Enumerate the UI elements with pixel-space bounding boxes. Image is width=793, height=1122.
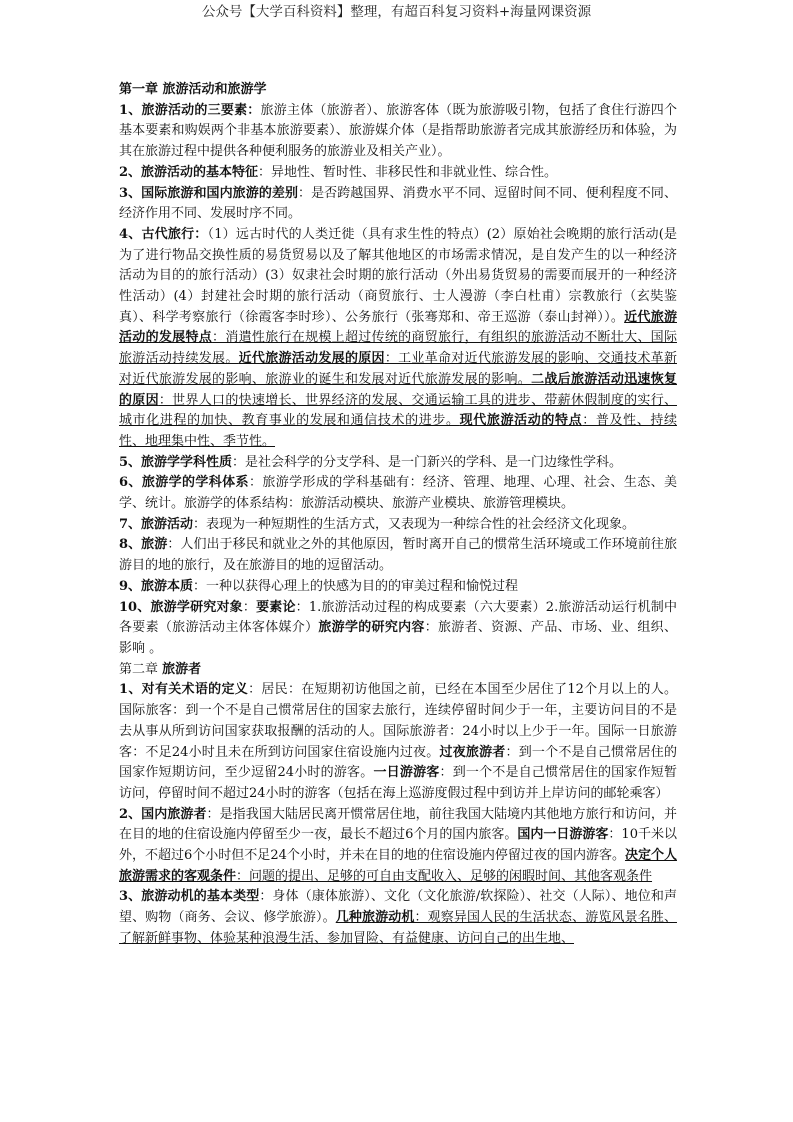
paragraph-1-8: 8、旅游：人们出于移民和就业之外的其他原因，暂时离开自己的惯常生活环境或工作环境前往旅游目的地的旅行，及在旅游目的地的逗留活动。 [119,537,677,574]
paragraph-1-1: 1、旅游活动的三要素：旅游主体（旅游者）、旅游客体（既为旅游吸引物，包括了食住行游四个基本要素和购娱两个非基本旅游要素）、旅游媒介体（是指帮助旅游者完成其旅游经历和体验，为其在旅游过程中提供各种便利服务的旅游业及相关产业）。 [119,102,677,160]
paragraph-1-7: 7、旅游活动：表现为一种短期性的生活方式，又表现为一种综合性的社会经济文化现象。 [119,516,636,532]
paragraph-2-3: 3、旅游动机的基本类型：身体（康体旅游）、文化（文化旅游/软探险）、社交（人际）、地位和声望、购物（商务、会议、修学旅游）。几种旅游动机：观察异国人民的生活状态、游览风景名胜、了解新鲜事物、体验某种浪漫生活、参加冒险、有益健康、访问自己的出生地、 [119,889,677,946]
paragraph-2-2: 2、国内旅游者：是指我国大陆居民离开惯常居住地，前往我国大陆境内其他地方旅行和访问，并在目的地的住宿设施内停留至少一夜，最长不超过6个月的国内旅客。国内一日游游客：10千米以外，不超过6个小时但不足24个小时，并未在目的地的住宿设施内停留过夜的国内游客。决定个人旅游需求的客观条件：问题的提出、足够的可自由支配收入、足够的闲暇时间、其他客观条件 [119,806,677,884]
paragraph-2-1: 1、对有关术语的定义：居民：在短期初访他国之前，已经在本国至少居住了12个月以上的人。国际旅客：到一个不是自己惯常居住的国家去旅行，连续停留时间少于一年，主要访问目的不是去从事从所到访问国家获取报酬的活动的人。国际旅游者：24小时以上少于一年。国际一日旅游客：不足24小时且未在所到访问国家住宿设施内过夜。过夜旅游者：到一个不是自己惯常居住的国家作短期访问，至少逗留24小时的游客。一日游游客：到一个不是自己惯常居住的国家作短暂访问，停留时间不超过24小时的游客（包括在海上巡游度假过程中到访并上岸访问的邮轮乘客） [119,682,678,801]
page-header: 公众号【大学百科资料】整理，有超百科复习资料+海量网课资源 [201,4,592,20]
underlined-section: 决定个人旅游需求的客观条件：问题的提出、足够的可自由支配收入、足够的闲暇时间、其他客观条件 [119,848,677,884]
underlined-section: 几种旅游动机：观察异国人民的生活状态、游览风景名胜、了解新鲜事物、体验某种浪漫生活、参加冒险、有益健康、访问自己的出生地、 [119,910,677,946]
paragraph-1-3: 3、国际旅游和国内旅游的差别：是否跨越国界、消费水平不同、逗留时间不同、便利程度不同、经济作用不同、发展时序不同。 [119,185,677,222]
paragraph-1-4: 4、古代旅行：（1）远古时代的人类迁徙（具有求生性的特点）(2）原始社会晚期的旅行活动(是为了进行物品交换性质的易货贸易以及了解其他地区的市场需求情况，是自发产生的以一种经济活动为目的的旅行活动）(3）奴隶社会时期的旅行活动（外出易货贸易的需要而展开的一种经济性活动）(4）封建社会时期的旅行活动（商贸旅行、士人漫游（李白杜甫）宗教旅行（玄奘鉴真）、科学考察旅行（徐霞客李时珍）、公务旅行（张骞郑和、帝王巡游（泰山封禅））。近代旅游活动的发展特点：消遣性旅行在规模上超过传统的商贸旅行，有组织的旅游活动不断壮大、国际旅游活动持续发展。近代旅游活动发展的原因：工业革命对近代旅游发展的影响、交通技术革新对近代旅游发展的影响、旅游业的诞生和发展对近代旅游发展的影响。二战后旅游活动迅速恢复的原因：世界人口的快速增长、世界经济的发展、交通运输工具的进步、带薪休假制度的实行、城市化进程的加快、教育事业的发展和通信技术的进步。现代旅游活动的特点：普及性、持续性、地理集中性、季节性。 [119,226,678,449]
chapter-2-title: 第二章 旅游者 [119,661,202,677]
paragraph-1-2: 2、旅游活动的基本特征：异地性、暂时性、非移民性和非就业性、综合性。 [119,164,558,180]
document-body [119,80,677,950]
chapter-1-title: 第一章 旅游活动和旅游学 [119,82,267,97]
paragraph-1-6: 6、旅游学的学科体系：旅游学形成的学科基础有：经济、管理、地理、心理、社会、生态、美学、统计。旅游学的体系结构：旅游活动模块、旅游产业模块、旅游管理模块。 [119,475,677,512]
paragraph-1-9: 9、旅游本质：一种以获得心理上的快感为目的的审美过程和愉悦过程 [119,578,519,594]
underlined-section: 近代旅游活动的发展特点：消遣性旅行在规模上超过传统的商贸旅行，有组织的旅游活动不断壮大、国际旅游活动持续发展。近代旅游活动发展的原因：工业革命对近代旅游发展的影响、交通技术革新对近代旅游发展的影响、旅游业的诞生和发展对近代旅游发展的影响。二战后旅游活动迅速恢复的原因：世界人口的快速增长、世界经济的发展、交通运输工具的进步、带薪休假制度的实行、城市化进程的加快、教育事业的发展和通信技术的进步。现代旅游活动的特点：普及性、持续性、地理集中性、季节性。 [119,309,677,449]
paragraph-1-10: 10、旅游学研究对象：要素论：1.旅游活动过程的构成要素（六大要素）2.旅游活动运行机制中各要素（旅游活动主体客体媒介）旅游学的研究内容：旅游者、资源、产品、市场、业、组织、影响 。 [119,599,677,656]
paragraph-1-5: 5、旅游学学科性质：是社会科学的分支学科、是一门新兴的学科、是一门边缘性学科。 [119,454,623,470]
